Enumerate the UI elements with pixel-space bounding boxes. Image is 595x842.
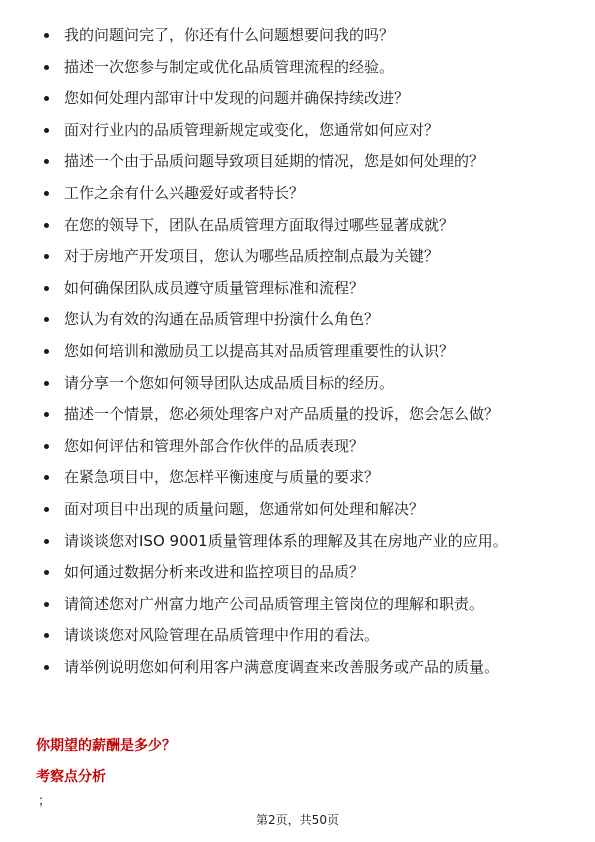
question-item xyxy=(44,340,554,362)
question-item xyxy=(44,119,554,141)
bullet-icon xyxy=(44,159,49,164)
bullet-icon xyxy=(44,96,49,101)
bullet-icon xyxy=(44,254,49,259)
bullet-icon xyxy=(44,191,49,196)
question-item xyxy=(44,656,554,678)
bullet-icon xyxy=(44,665,49,670)
analysis-heading: 考察点分析 xyxy=(36,769,106,785)
bullet-icon xyxy=(44,570,49,575)
question-text: 描述一个情景，您必须处理客户对产品质量的投诉，您会怎么做？ xyxy=(64,405,500,424)
question-item xyxy=(44,624,554,646)
question-item xyxy=(44,87,554,109)
question-text: 请举例说明您如何利用客户满意度调查来改善服务或产品的质量。 xyxy=(64,657,500,676)
question-item xyxy=(44,498,554,520)
question-text: 请谈谈您对风险管理在品质管理中作用的看法。 xyxy=(64,626,380,645)
question-item xyxy=(44,56,554,78)
question-text: 您如何培训和激励员工以提高其对品质管理重要性的认识？ xyxy=(64,341,455,360)
question-item xyxy=(44,182,554,204)
question-text: 请谈谈您对ISO 9001质量管理体系的理解及其在房地产业的应用。 xyxy=(64,531,508,550)
bullet-icon xyxy=(44,507,49,512)
question-item xyxy=(44,277,554,299)
question-text: 面对项目中出现的质量问题，您通常如何处理和解决？ xyxy=(64,499,425,518)
bullet-icon xyxy=(44,65,49,70)
bullet-icon xyxy=(44,128,49,133)
question-item xyxy=(44,561,554,583)
salary-heading: 你期望的薪酬是多少？ xyxy=(36,738,176,754)
question-text: 在您的领导下，团队在品质管理方面取得过哪些显著成就？ xyxy=(64,215,455,234)
question-item xyxy=(44,214,554,236)
question-text: 描述一次您参与制定或优化品质管理流程的经验。 xyxy=(64,57,395,76)
question-item xyxy=(44,593,554,615)
question-item xyxy=(44,530,554,552)
bullet-icon xyxy=(44,33,49,38)
bullet-icon xyxy=(44,317,49,322)
question-text: 在紧急项目中，您怎样平衡速度与质量的要求？ xyxy=(64,468,380,487)
question-text: 工作之余有什么兴趣爱好或者特长？ xyxy=(64,183,305,202)
question-text: 如何确保团队成员遵守质量管理标准和流程？ xyxy=(64,278,365,297)
question-list xyxy=(44,24,554,687)
bullet-icon xyxy=(44,349,49,354)
bullet-icon xyxy=(44,223,49,228)
question-text: 我的问题问完了，你还有什么问题想要问我的吗？ xyxy=(64,26,395,44)
bullet-icon xyxy=(44,475,49,480)
bullet-icon xyxy=(44,539,49,544)
question-text: 您如何处理内部审计中发现的问题并确保持续改进？ xyxy=(64,89,410,108)
question-item xyxy=(44,372,554,394)
question-item xyxy=(44,435,554,457)
question-text: 您如何评估和管理外部合作伙伴的品质表现？ xyxy=(64,436,365,455)
bullet-icon xyxy=(44,286,49,291)
question-item xyxy=(44,245,554,267)
question-item xyxy=(44,24,554,46)
question-item xyxy=(44,150,554,172)
question-text: 描述一个由于品质问题导致项目延期的情况，您是如何处理的？ xyxy=(64,152,485,171)
analysis-text: ； xyxy=(38,794,52,809)
bullet-icon xyxy=(44,602,49,607)
question-item xyxy=(44,466,554,488)
question-item xyxy=(44,308,554,330)
question-text: 请分享一个您如何领导团队达成品质目标的经历。 xyxy=(64,373,395,392)
question-text: 您认为有效的沟通在品质管理中扮演什么角色？ xyxy=(64,310,380,329)
question-item xyxy=(44,403,554,425)
question-text: 如何通过数据分析来改进和监控项目的品质？ xyxy=(64,563,365,582)
bullet-icon xyxy=(44,444,49,449)
question-text: 面对行业内的品质管理新规定或变化，您通常如何应对？ xyxy=(64,120,440,139)
bullet-icon xyxy=(44,381,49,386)
page-footer: 第2页，共50页 xyxy=(256,813,339,827)
question-text: 请简述您对广州富力地产公司品质管理主管岗位的理解和职责。 xyxy=(64,594,485,613)
bullet-icon xyxy=(44,412,49,417)
bullet-icon xyxy=(44,633,49,638)
question-text: 对于房地产开发项目，您认为哪些品质控制点最为关键？ xyxy=(64,247,440,266)
